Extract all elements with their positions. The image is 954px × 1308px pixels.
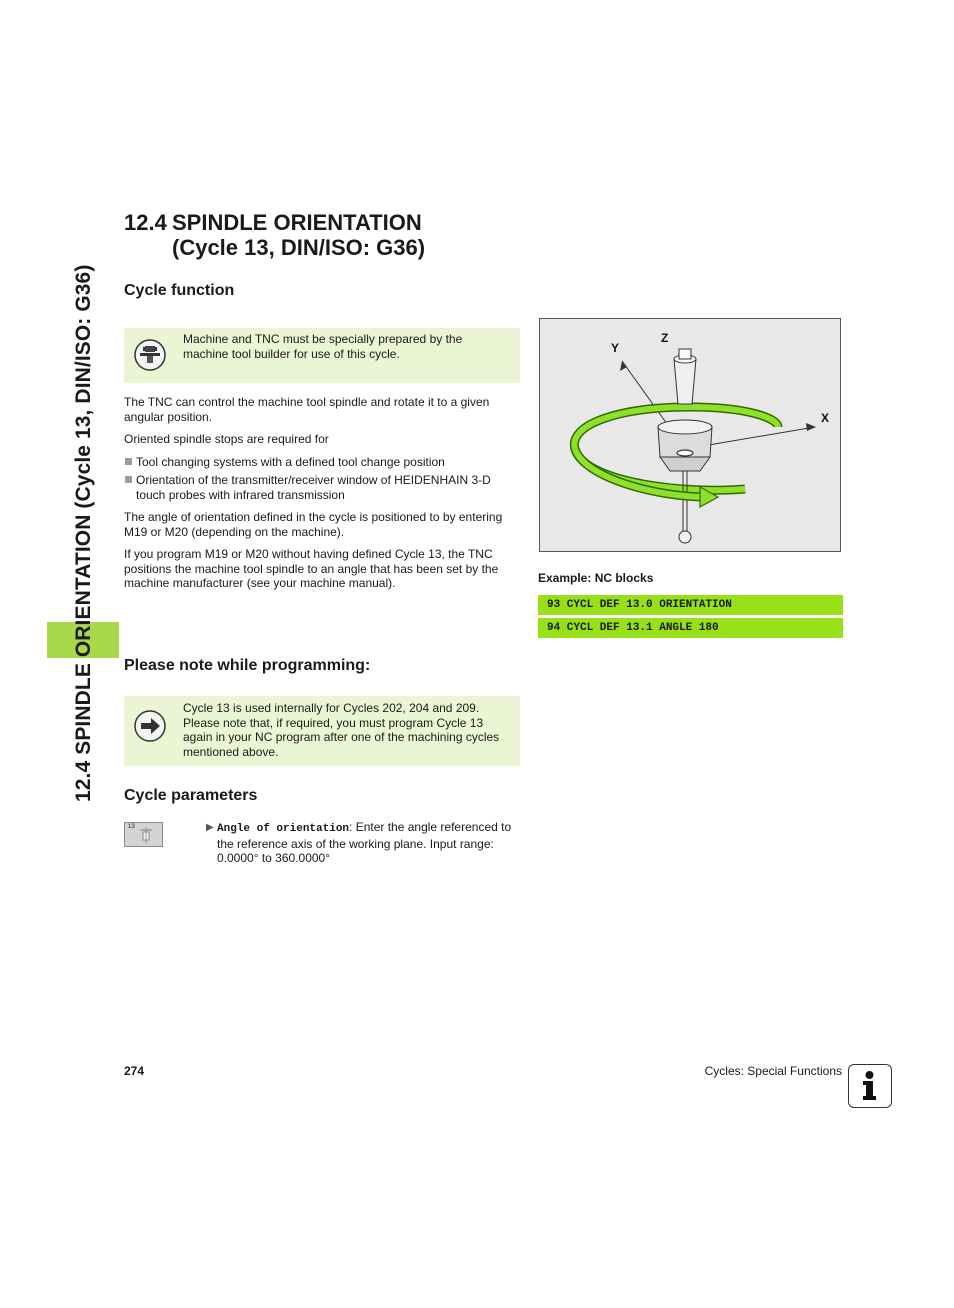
bullet-square [125, 458, 132, 465]
cycle-parameters-heading: Cycle parameters [124, 787, 258, 804]
spindle-figure [539, 318, 841, 552]
title-line-1: SPINDLE ORIENTATION [172, 210, 422, 235]
spindle-illustration [540, 319, 840, 551]
programming-notes-heading: Please note while programming: [124, 657, 371, 674]
title-line-2: (Cycle 13, DIN/ISO: G36) [172, 235, 426, 260]
vertical-running-title [72, 212, 96, 802]
info-icon [848, 1064, 892, 1108]
nc-block-line: 93 CYCL DEF 13.0 ORIENTATION [538, 595, 843, 615]
angle-of-orientation-parameter [206, 820, 518, 866]
programming-note [124, 696, 520, 766]
parameter-name: Angle of orientation [217, 823, 350, 835]
bullet-square [125, 476, 132, 483]
list-item [124, 473, 520, 502]
cycle-13-softkey[interactable] [124, 822, 163, 847]
list-item [124, 455, 520, 470]
axis-label-x: X [821, 411, 830, 425]
page-title [124, 210, 425, 260]
example-caption: Example: NC blocks [538, 571, 654, 585]
chapter-name: Cycles: Special Functions [704, 1064, 842, 1078]
paragraph-1: The TNC can control the machine tool spindle and rotate it to a given angular position. [124, 395, 490, 424]
nc-block-line: 94 CYCL DEF 13.1 ANGLE 180 [538, 618, 843, 638]
axis-label-z: Z [661, 331, 669, 345]
stylus-ball [679, 531, 691, 543]
triangle-right-icon: ▶ [206, 822, 214, 833]
list-item-text: Orientation of the transmitter/receiver window of HEIDENHAIN 3-D touch probes with infrared transmission [136, 473, 491, 502]
list-item-text: Tool changing systems with a defined tool change position [136, 455, 445, 469]
x-axis-arrowhead [806, 423, 816, 431]
paragraph-2: Oriented spindle stops are required for [124, 432, 329, 446]
programming-note-text: Cycle 13 is used internally for Cycles 202, 204 and 209. Please note that, if required, you must program Cycle 13 again in your NC program after one of the machining cycles mentioned above. [183, 701, 500, 759]
letter-i-icon [849, 1065, 890, 1106]
machine-note-text: Machine and TNC must be specially prepared by the machine tool builder for use of this cycle. [183, 332, 463, 361]
arrow-right-icon [134, 710, 166, 742]
axis-label-y: Y [611, 341, 620, 355]
cycle-function-heading: Cycle function [124, 282, 235, 299]
parameter-description: : Enter the angle referenced to the reference axis of the working plane. Input range: 0.0000° to 360.0000° [217, 820, 512, 865]
softkey-label: 13 [128, 824, 135, 830]
section-number: 12.4 [124, 210, 167, 235]
spindle-orientation-icon [139, 826, 153, 845]
paragraph-4: If you program M19 or M20 without having defined Cycle 13, the TNC positions the machine tool spindle to an angle that has been set by the machine manufacturer (see your machine manual). [124, 547, 499, 590]
machine-note [124, 328, 520, 383]
machine-icon [134, 339, 166, 371]
taper-shank [674, 359, 696, 404]
page-number: 274 [124, 1064, 145, 1078]
paragraph-3: The angle of orientation defined in the cycle is positioned to by entering M19 or M20 (depending on the machine). [124, 510, 503, 539]
vertical-title-text: 12.4 SPINDLE ORIENTATION (Cycle 13, DIN/ISO: G36) [72, 264, 95, 802]
